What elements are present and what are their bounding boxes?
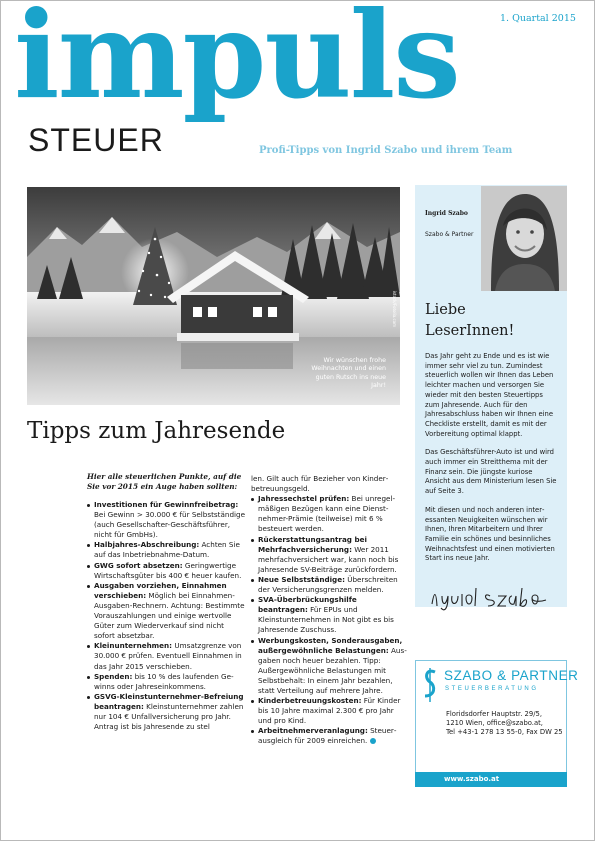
- brand-subtitle: STEUER: [28, 122, 164, 158]
- list-item: GWG sofort absetzen: Geringwertige Wirtschaftsgüter bis 400 € heuer kaufen.: [87, 561, 245, 581]
- list-item: Investitionen für Gewinnfreibetrag: Bei Gewinn > 30.000 € für Selbstständige (auch Gesellschafter-Geschäftsführer, nicht für GmbHs).: [87, 500, 245, 540]
- contact-address: [446, 710, 567, 738]
- end-mark-icon: [370, 738, 376, 744]
- list-item: GSVG-Kleinstunternehmer-Befreiung beantragen: Kleinstunternehmer zahlen nur 104 € Unfallversicherung pro Jahr. Antrag ist bis Jahresende zu stel: [87, 692, 245, 732]
- list-item: Ausgaben vorziehen, Einnahmen verschieben: Möglich bei Einnahmen-Ausgaben-Rechnern. Achtung: Bestimmte Vorauszahlungen und einige wertvolle Güter zum Wiederverkauf sind nicht sofort absetzbar.: [87, 581, 245, 642]
- letter-paragraph: Das Jahr geht zu Ende und es ist wie immer sehr viel zu tun. Zumindest steuerlich wollen wir Ihnen das Leben leichter machen und versorgen Sie wieder mit den besten Steuertipps zum Jahresende. Auch für den Jahresabschluss haben wir Ihnen eine Checkliste erstellt, damit es mit der Vorbereitung optimal klappt.: [425, 352, 554, 438]
- address-line: Floridsdorfer Hauptstr. 29/5,: [446, 710, 542, 718]
- list-item: Spenden: bis 10 % des laufenden Gewinns oder Jahreseinkommens.: [87, 672, 245, 692]
- tagline: Profi-Tipps von Ingrid Szabo und ihrem Team: [259, 145, 513, 156]
- photo-caption: Wir wünschen frohe Weihnachten und einen guten Rutsch ins neue Jahr!: [311, 356, 386, 390]
- szabo-logo-icon: [422, 666, 438, 704]
- logo-name: SZABO & PARTNER: [444, 668, 579, 683]
- website-bar: [415, 772, 567, 787]
- letter-body: [425, 352, 559, 573]
- list-item: Werbungskosten, Sonderausgaben, außergewöhnliche Belastungen: Ausgaben noch heuer bezahlen. Tipp: Außergewöhnliche Belastungen mit Selbstbehalt: In einem Jahr bezahlen, statt Verteilung auf mehrere Jahre.: [251, 636, 409, 697]
- list-item: Neue Selbstständige: Überschreiten der Versicherungsgrenzen melden.: [251, 575, 409, 595]
- signature-drawing: [428, 582, 556, 612]
- letter-paragraph: Das Geschäftsführer-Auto ist und wird auch immer ein Streitthema mit der Finanz sein. Die jüngste kuriose Ansicht aus dem Ministerium lesen Sie auf Seite 3.: [425, 448, 557, 496]
- website-link[interactable]: www.szabo.at: [444, 775, 500, 783]
- list-item: Kleinunternehmen: Umsatzgrenze von 30.000 € prüfen. Eventuell Einnahmen in das Jahr 2015 verschieben.: [87, 641, 245, 671]
- list-item: Kinderbetreuungskosten: Für Kinder bis 10 Jahre maximal 2.300 € pro Jahr und pro Kind.: [251, 696, 409, 726]
- address-line: 1210 Wien, office@szabo.at,: [446, 719, 543, 728]
- letter-title-line-2: LeserInnen!: [425, 323, 515, 339]
- logo-subtitle: STEUERBERATUNG: [445, 686, 539, 692]
- letter-title-line-1: Liebe: [425, 302, 466, 318]
- list-item: SVA-Überbrückungshilfe beantragen: Für EPUs und Kleinstunternehmen in Not gibt es bis Jahresende Zuschuss.: [251, 595, 409, 635]
- letter-title: [425, 300, 514, 342]
- list-item: Halbjahres-Abschreibung: Achten Sie auf das Inbetriebnahme-Datum.: [87, 540, 245, 560]
- photo-credit: istock/Fotolia.com: [392, 290, 397, 327]
- author-name: Ingrid Szabo: [425, 210, 468, 217]
- handwritten-signature: [428, 582, 556, 612]
- list-item: Arbeitnehmerveranlagung: Steuerausgleich für 2009 einreichen.: [251, 726, 409, 746]
- author-company: Szabo & Partner: [425, 231, 474, 238]
- logo-symbol: [422, 666, 438, 704]
- portrait-illustration: [481, 186, 567, 291]
- article-column-left: [87, 500, 245, 732]
- winter-cabin-photo: [27, 187, 400, 405]
- continued-text: len. Gilt auch für Bezieher von Kinderbetreuungsgeld.: [251, 474, 389, 494]
- list-item: Rückerstattungsantrag bei Mehrfachversicherung: Wer 2011 mehrfachversichert war, kann noch bis Jahresende SV-Beiträge zurückfordern.: [251, 535, 409, 575]
- article-headline: Tipps zum Jahresende: [27, 418, 286, 444]
- list-item: Jahressechstel prüfen: Bei unregelmäßigen Bezügen kann eine Dienstnehmer-Prämie (teilweise) mit 6 % besteuert werden.: [251, 494, 409, 534]
- letter-paragraph: Mit diesen und noch anderen interessanten Neuigkeiten wünschen wir Ihnen, Ihren Mitarbeitern und Ihrer Familie ein schönes und besinnliches Weihnachtsfest und einen motivierten Start ins neue Jahr.: [425, 505, 555, 563]
- issue-date: 1. Quartal 2015: [500, 13, 576, 24]
- article-column-right: [251, 474, 409, 747]
- address-line: Tel +43-1 278 13 55-0, Fax DW 25: [446, 728, 563, 737]
- brand-title: impuls: [14, 0, 459, 126]
- author-portrait: [481, 186, 567, 291]
- article-intro: Hier alle steuerlichen Punkte, auf die Sie vor 2015 ein Auge haben sollten:: [87, 472, 242, 492]
